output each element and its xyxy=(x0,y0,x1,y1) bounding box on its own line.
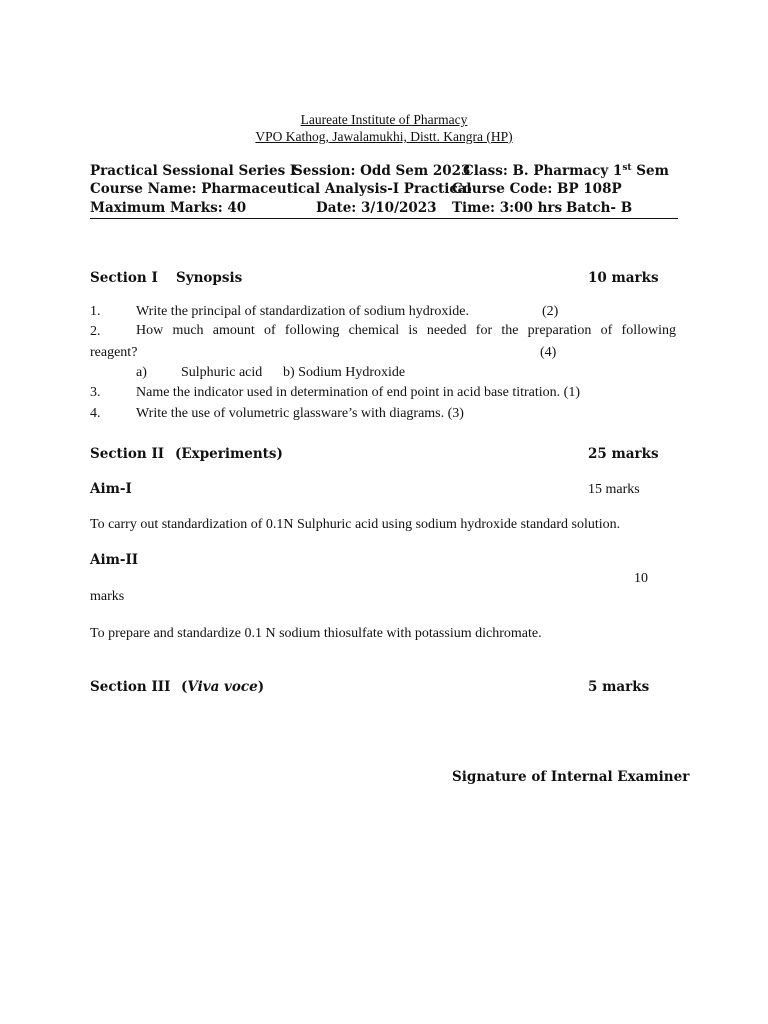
q1-number: 1. xyxy=(90,304,101,319)
aim1-label: Aim-I xyxy=(90,481,132,497)
section3-title-italic: Viva voce xyxy=(187,679,258,695)
section1-title: Synopsis xyxy=(176,270,243,286)
aim1-marks: 15 marks xyxy=(588,482,640,497)
exam-session: Session: Odd Sem 2023 xyxy=(293,163,471,179)
q3-number: 3. xyxy=(90,385,101,400)
q2-marks: (4) xyxy=(540,345,557,360)
exam-class xyxy=(463,163,669,180)
section3-title-open: ( xyxy=(181,679,188,695)
signature-line: Signature of Internal Examiner xyxy=(452,769,690,785)
institute-address: VPO Kathog, Jawalamukhi, Distt. Kangra (HP) xyxy=(255,129,513,144)
q4-text: Write the use of volumetric glassware’s with diagrams. (3) xyxy=(136,406,464,421)
q2-option-b: b) Sodium Hydroxide xyxy=(283,365,406,380)
course-name: Course Name: Pharmaceutical Analysis-I Practical xyxy=(90,181,472,197)
section3-label: Section III xyxy=(90,679,171,695)
section2-label: Section II xyxy=(90,446,165,462)
institute-name: Laureate Institute of Pharmacy xyxy=(300,112,468,127)
course-code: Course Code: BP 108P xyxy=(452,181,622,197)
q2-option-a-label: a) xyxy=(136,365,147,380)
aim1-text: To carry out standardization of 0.1N Sulphuric acid using sodium hydroxide standard solution. xyxy=(90,517,621,532)
exam-time: Time: 3:00 hrs xyxy=(452,200,563,216)
class-sup: st xyxy=(622,163,632,173)
max-marks: Maximum Marks: 40 xyxy=(90,200,247,216)
aim2-marks-number: 10 xyxy=(634,571,648,586)
q2-continuation: reagent? xyxy=(90,345,138,360)
class-suffix: Sem xyxy=(631,163,669,179)
exam-date: Date: 3/10/2023 xyxy=(316,200,437,216)
q3-text: Name the indicator used in determination of end point in acid base titration. (1) xyxy=(136,385,580,400)
aim2-text: To prepare and standardize 0.1 N sodium thiosulfate with potassium dichromate. xyxy=(90,626,542,641)
section2-title: (Experiments) xyxy=(175,446,283,462)
q1-marks: (2) xyxy=(542,304,559,319)
class-prefix: Class: B. Pharmacy 1 xyxy=(463,163,623,179)
section1-label: Section I xyxy=(90,270,158,286)
section3-title xyxy=(181,679,264,696)
exam-series: Practical Sessional Series I xyxy=(90,163,297,179)
section1-marks: 10 marks xyxy=(588,270,659,286)
header-divider xyxy=(90,218,678,219)
q2-text: How much amount of following chemical is needed for the preparation of following xyxy=(136,323,676,338)
section3-title-close: ) xyxy=(257,679,265,695)
section2-marks: 25 marks xyxy=(588,446,659,462)
aim2-label: Aim-II xyxy=(90,552,139,568)
exam-batch: Batch- B xyxy=(566,200,633,216)
aim2-marks-word: marks xyxy=(90,589,125,604)
q2-option-a: Sulphuric acid xyxy=(181,365,263,380)
q2-number: 2. xyxy=(90,324,101,339)
q1-text: Write the principal of standardization of sodium hydroxide. xyxy=(136,304,470,319)
section3-marks: 5 marks xyxy=(588,679,650,695)
q4-number: 4. xyxy=(90,406,101,421)
